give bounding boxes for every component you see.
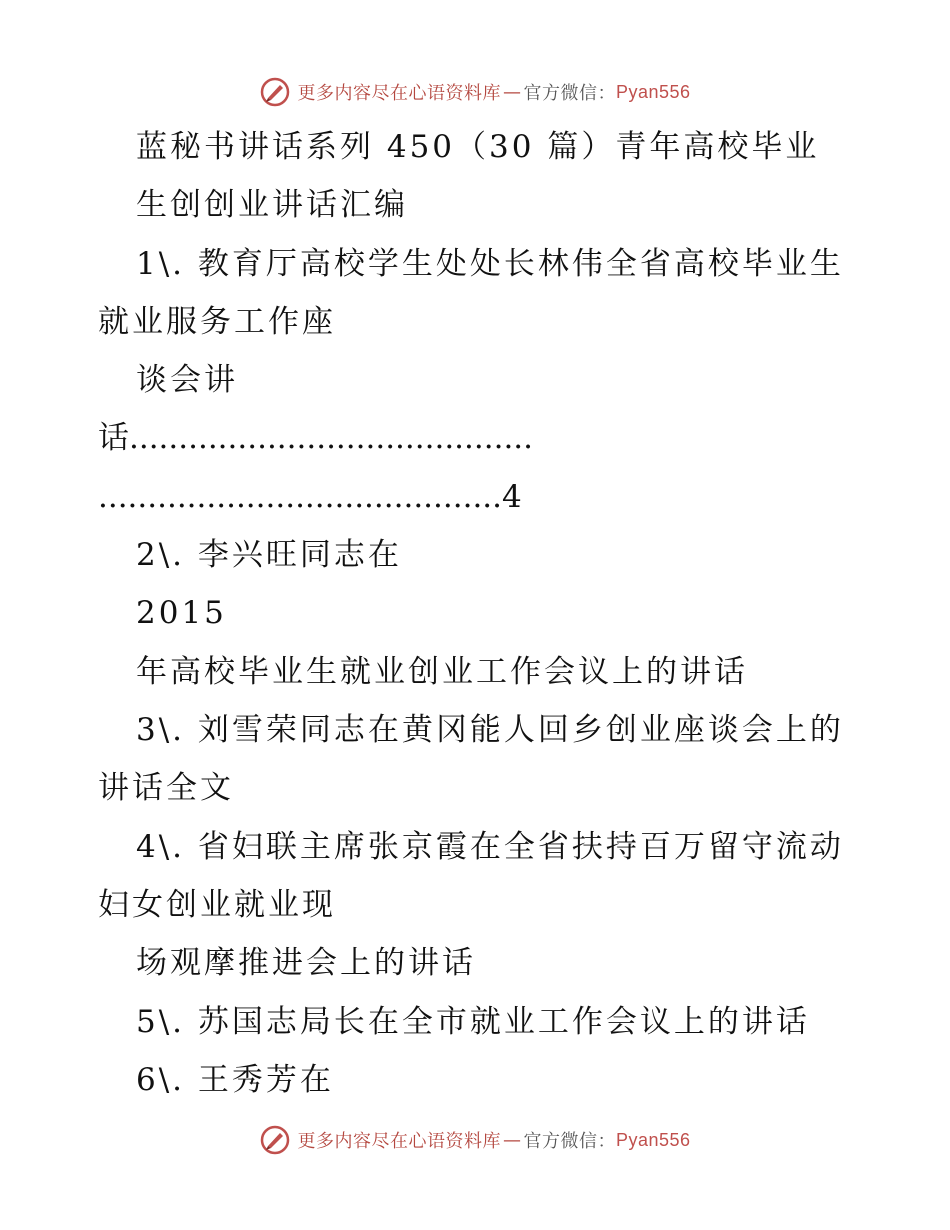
- watermark-label: 官方微信：: [523, 83, 616, 104]
- toc-item-2-line-1: 2\. 李兴旺同志在: [136, 537, 402, 573]
- toc-item-4-line-3: 场观摩推进会上的讲话: [136, 945, 476, 981]
- toc-item-3-line-2: 讲话全文: [98, 770, 234, 806]
- watermark-text: 更多内容尽在心语资料库: [297, 1131, 501, 1152]
- toc-item-2-line-3: 年高校毕业生就业创业工作会议上的讲话: [136, 654, 748, 690]
- watermark-wechat-id: Pyan556: [615, 81, 691, 102]
- watermark-separator: —: [502, 1129, 522, 1151]
- toc-item-5-line-1: 5\. 苏国志局长在全市就业工作会议上的讲话: [136, 1004, 810, 1040]
- toc-item-1-line-2: 就业服务工作座: [98, 304, 336, 340]
- toc-item-2-line-2: 2015: [136, 595, 227, 631]
- toc-item-1-line-3: 谈会讲: [136, 362, 238, 398]
- watermark-separator: —: [502, 81, 522, 103]
- toc-item-6-line-1: 6\. 王秀芳在: [136, 1062, 334, 1098]
- watermark-footer: [0, 1120, 950, 1160]
- toc-item-1-leader-line-1: 话.........................................: [98, 420, 534, 456]
- watermark-label: 官方微信：: [523, 1131, 616, 1152]
- watermark-wechat-id: Pyan556: [615, 1129, 691, 1150]
- watermark-text: 更多内容尽在心语资料库: [297, 83, 501, 104]
- brush-logo-icon: [259, 76, 291, 108]
- doc-title-line-2: 生创创业讲话汇编: [136, 187, 408, 223]
- toc-item-4-line-1: 4\. 省妇联主席张京霞在全省扶持百万留守流动: [136, 829, 844, 865]
- brush-logo-icon: [259, 1124, 291, 1156]
- doc-title-line-1: 蓝秘书讲话系列 450（30 篇）青年高校毕业: [136, 129, 820, 165]
- toc-item-4-line-2: 妇女创业就业现: [98, 887, 336, 923]
- toc-item-3-line-1: 3\. 刘雪荣同志在黄冈能人回乡创业座谈会上的: [136, 712, 844, 748]
- watermark-header: [0, 72, 950, 112]
- toc-item-1-leader-line-2: .........................................4: [98, 479, 522, 515]
- toc-item-1-line-1: 1\. 教育厅高校学生处处长林伟全省高校毕业生: [136, 246, 844, 282]
